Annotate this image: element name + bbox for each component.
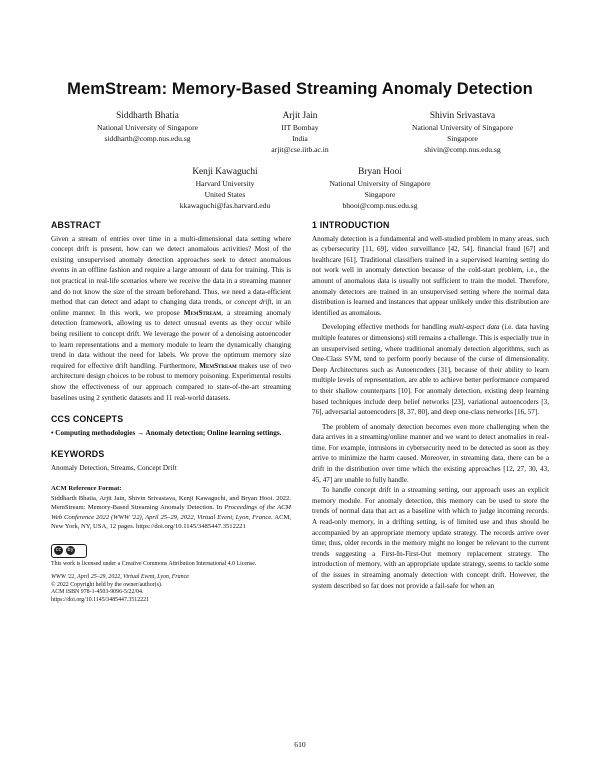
left-column bbox=[51, 220, 291, 604]
author-location: Singapore bbox=[364, 190, 396, 199]
reference-text: Siddharth Bhatia, Arjit Jain, Shivin Srivastava, Kenji Kawaguchi, and Bryan Hooi. 2022. MemStream: Memory-Based Streaming Anomaly Detection. In Proceedings of the ACM Web Conference 2022 (WWW '22), April 25–29, 2022, Virtual Event, Lyon, France. ACM, New York, NY, USA, 12 pages. https://doi.org/10.1145/3485447.3512221 bbox=[51, 494, 291, 531]
license-block bbox=[51, 544, 291, 605]
keywords-text: Anomaly Detection, Streams, Concept Drift bbox=[51, 463, 177, 472]
author-block-2 bbox=[240, 110, 360, 155]
paper-title: MemStream: Memory-Based Streaming Anomaly Detection bbox=[67, 80, 533, 98]
license-doi: https://doi.org/10.1145/3485447.3512221 bbox=[51, 596, 150, 603]
author-block-5 bbox=[300, 166, 460, 211]
keywords-heading: KEYWORDS bbox=[51, 449, 105, 460]
author-affiliation: National University of Singapore bbox=[411, 123, 514, 132]
author-location: Singapore bbox=[447, 134, 478, 143]
author-affiliation: IIT Bombay bbox=[281, 123, 319, 132]
author-affiliation: National University of Singapore bbox=[96, 123, 199, 132]
page-number: 610 bbox=[294, 740, 306, 749]
author-name: Siddharth Bhatia bbox=[116, 111, 179, 121]
intro-heading: 1 INTRODUCTION bbox=[312, 220, 390, 230]
intro-paragraph-4: To handle concept drift in a streaming setting, our approach uses an explicit memory module. For anomaly detection, this memory can be used to store the trends of normal data that act as a baseline with which to judge incoming records. A read-only memory, in a drifting setting, is of limited use and thus should be accompanied by an appropriate memory update strategy. The records arrive over time; thus, older records in the memory might no longer be relevant to the current trends suggesting a First-In-First-Out memory replacement strategy. The introduction of memory, with an appropriate update strategy, seems to tackle some of the issues in streaming anomaly detection with concept drift. However, the system described so far does not provide a fail-safe for when an bbox=[312, 486, 549, 590]
license-text: This work is licensed under a Creative Commons Attribution International 4.0 License. bbox=[51, 560, 257, 567]
intro-paragraph-1: Anomaly detection is a fundamental and well-studied problem in many areas, such as cybersecurity [11, 69], video surveillance [42, 54], financial fraud [67] and healthcare [61]. Traditional classifiers trained in a supervised learning setting do not work well in anomaly detection because of the cold-start problem, i.e., the amount of anomalous data is usually not sufficient to train the model. Therefore, anomaly detectors are trained in an unsupervised setting where the normal data distribution is learned and instances that appear unlikely under this distribution are identified as anomalous. bbox=[312, 234, 549, 317]
intro-paragraph-3: The problem of anomaly detection becomes even more challenging when the data arrives in a streaming/online manner and we want to detect anomalies in real-time. For example, intrusions in cybersecurity need to be detected as soon as they arrive to minimize the harm caused. Moreover, in streaming data, there can be a drift in the distribution over time which the existing approaches [12, 27, 30, 43, 45, 47] are unable to fully handle. bbox=[312, 422, 549, 484]
by-logo-mark: by bbox=[67, 546, 74, 553]
author-location: United States bbox=[204, 190, 246, 199]
author-affiliation: National University of Singapore bbox=[329, 179, 431, 188]
abstract-heading: ABSTRACT bbox=[51, 220, 101, 230]
ccs-text: • Computing methodologies → Anomaly detection; Online learning settings. bbox=[51, 428, 282, 437]
cc-logo-mark: cc bbox=[55, 546, 62, 553]
intro-paragraph-2: Developing effective methods for handling multi-aspect data (i.e. data having multiple features or dimensions) still remains a challenge. This is especially true in an unsupervised setting, where traditional anomaly detection algorithms, such as One-Class SVM, tend to perform poorly because of the curse of dimensionality. Deep Architectures such as Autoencoders [31], because of their ability to learn multiple levels of representation, are able to achieve better performance compared to their shallow counterparts [10]. For anomaly detection, existing deep learning based techniques include deep belief networks [23], variational autoencoders [3, 76], adversarial autoencoders [8, 37, 80], and deep one-class networks [16, 57]. bbox=[312, 323, 550, 417]
license-isbn: ACM ISBN 978-1-4503-9096-5/22/04. bbox=[51, 589, 144, 596]
ccs-heading: CCS CONCEPTS bbox=[51, 414, 124, 425]
abstract-text: Given a stream of entries over time in a multi-dimensional data setting where concept drift is present, how can we detect anomalous activities? Most of the existing unsupervised anomaly detection approaches seek to detect anomalous events in an offline fashion and require a large amount of data for training. This is not practical in real-life scenarios where we receive the data in a streaming manner and do not know the size of the stream beforehand. Thus, we need a data-efficient method that can detect and adapt to changing data trends, or concept drift, in an online manner. In this work, we propose MemStream, a streaming anomaly detection framework, allowing us to detect unusual events as they occur while being resilient to concept drift. We leverage the power of a denoising autoencoder to learn representations and a memory module to learn the dynamically changing trend in data without the need for labels. We prove the optimum memory size required for effective drift handling. Furthermore, MemStream makes use of two architecture design choices to be robust to memory poisoning. Experimental results show the effectiveness of our approach compared to state-of-the-art streaming baselines using 2 synthetic datasets and 11 real-world datasets. bbox=[51, 234, 291, 402]
author-email: bhooi@comp.nus.edu.sg bbox=[342, 201, 418, 210]
author-affiliation: Harvard University bbox=[195, 179, 255, 188]
license-copyright: © 2022 Copyright held by the owner/author(s). bbox=[51, 581, 163, 588]
reference-heading: ACM Reference Format: bbox=[51, 485, 122, 493]
author-location: India bbox=[292, 134, 308, 143]
author-email: shivin@comp.nus.edu.sg bbox=[424, 145, 501, 154]
author-email: arjit@cse.iitb.ac.in bbox=[271, 145, 329, 154]
cc-by-icon bbox=[51, 544, 87, 558]
right-column bbox=[312, 220, 549, 591]
author-name: Kenji Kawaguchi bbox=[192, 167, 258, 177]
author-block-3 bbox=[370, 110, 555, 155]
author-email: siddharth@comp.nus.edu.sg bbox=[104, 134, 191, 143]
author-email: kkawaguchi@fas.harvard.edu bbox=[179, 201, 271, 210]
license-conf: WWW '22, April 25–29, 2022, Virtual Event, Lyon, France bbox=[51, 574, 189, 581]
author-block-4 bbox=[150, 166, 300, 211]
author-block-1 bbox=[55, 110, 240, 144]
author-name: Shivin Srivastava bbox=[429, 111, 496, 121]
author-name: Arjit Jain bbox=[282, 111, 318, 121]
author-name: Bryan Hooi bbox=[358, 167, 402, 177]
